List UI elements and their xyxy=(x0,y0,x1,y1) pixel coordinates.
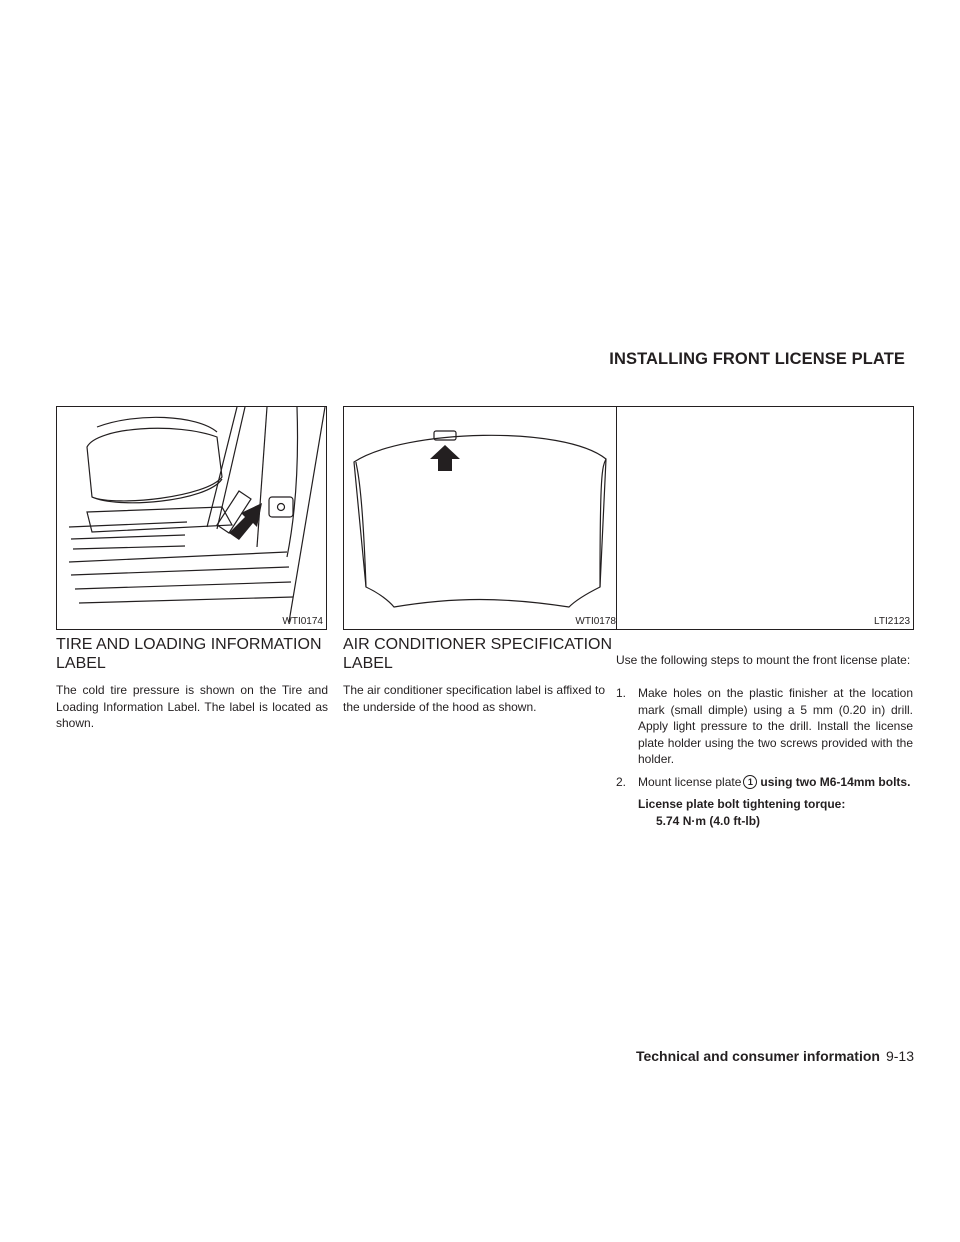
figure-id: LTI2123 xyxy=(874,616,910,627)
step-1: 1. Make holes on the plastic finisher at the location mark (small dimple) using a 5 mm (0.20 in) drill. Apply light pressure to the drill. Install the license plate holder using the two screws provided with the holder. xyxy=(616,686,913,766)
callout-marker: 1 xyxy=(743,775,757,789)
hood-illustration xyxy=(344,407,621,631)
arrow-up-icon xyxy=(430,445,460,471)
figure-id: WTI0174 xyxy=(282,616,323,627)
tire-label-body: The cold tire pressure is shown on the Tire and Loading Information Label. The label is located as shown. xyxy=(56,683,328,730)
torque-label: License plate bolt tightening torque: xyxy=(638,797,846,811)
ac-label-title: AIR CONDITIONER SPECIFICATION LABEL xyxy=(343,636,613,672)
torque-value: 5.74 N·m (4.0 ft-lb) xyxy=(656,813,761,828)
license-plate-steps xyxy=(616,685,913,829)
page-number: 9-13 xyxy=(885,1048,914,1064)
page-footer xyxy=(590,1048,914,1064)
figure-id: WTI0178 xyxy=(575,616,616,627)
step-2: 2. Mount license plate 1 using two M6-14mm bolts. xyxy=(616,774,911,789)
chapter-title: Technical and consumer information xyxy=(635,1048,880,1064)
figure-license-plate xyxy=(616,406,914,630)
license-plate-intro: Use the following steps to mount the front license plate: xyxy=(616,653,911,667)
section-heading: INSTALLING FRONT LICENSE PLATE xyxy=(609,350,905,368)
ac-label-body: The air conditioner specification label is affixed to the underside of the hood as shown. xyxy=(343,683,605,714)
figure-ac-label-location xyxy=(343,406,620,630)
tire-label-title: TIRE AND LOADING INFORMATION LABEL xyxy=(56,636,322,672)
seat-sill-illustration xyxy=(57,407,328,631)
figure-tire-label-location xyxy=(56,406,327,630)
